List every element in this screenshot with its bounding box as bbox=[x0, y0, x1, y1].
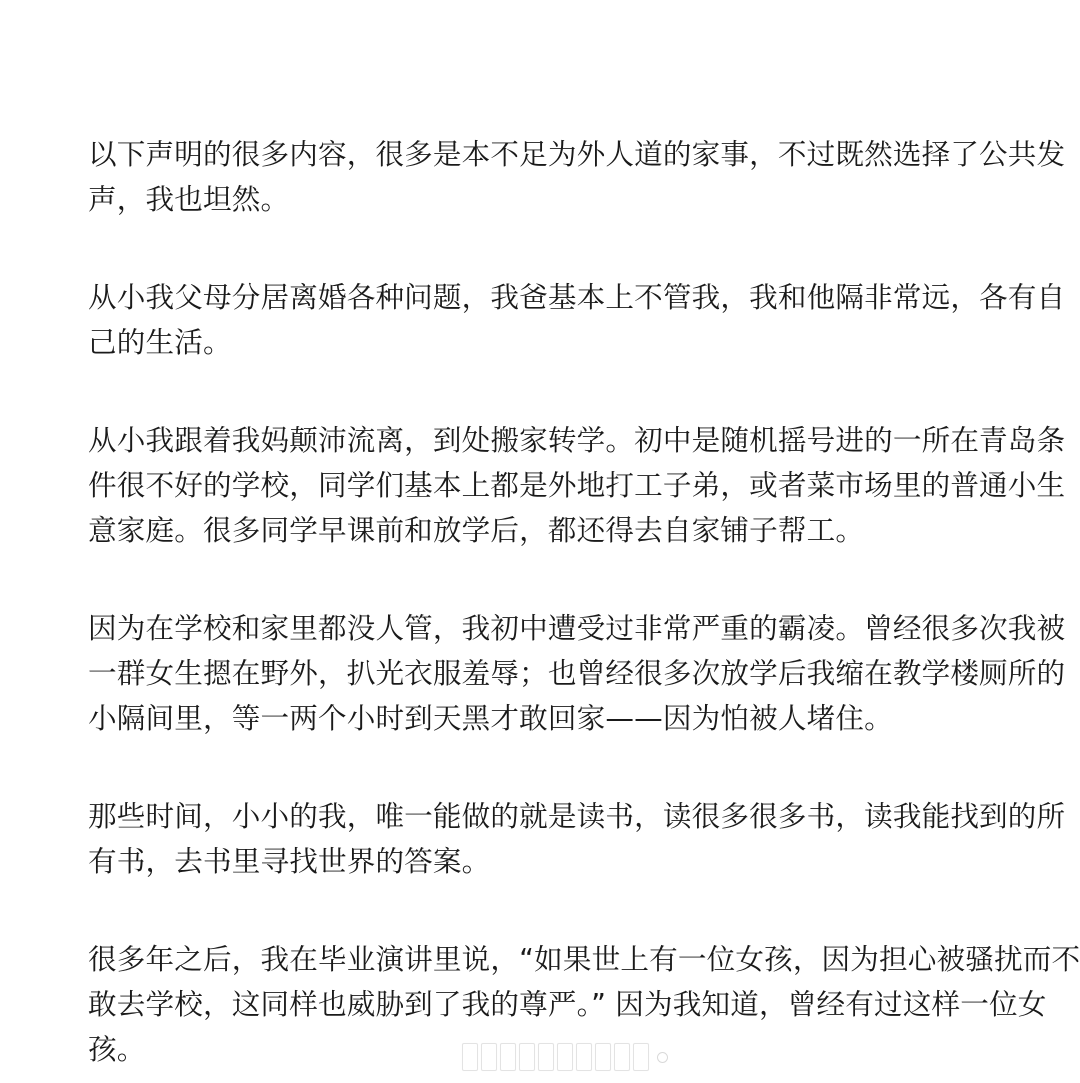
text-line: 小隔间里，等一两个小时到天黑才敢回家——因为怕被人堵住。 bbox=[88, 701, 893, 735]
watermark-bar bbox=[633, 1043, 649, 1071]
paragraph-parents bbox=[88, 275, 1066, 365]
text-line: 己的生活。 bbox=[88, 325, 232, 359]
paragraph-bullying bbox=[88, 606, 1066, 741]
watermark-bar bbox=[614, 1043, 630, 1071]
watermark-bar bbox=[500, 1043, 516, 1071]
text-line: 以下声明的很多内容，很多是本不足为外人道的家事，不过既然选择了公共发 bbox=[88, 137, 1066, 171]
text-line: 孩。 bbox=[88, 1032, 146, 1066]
watermark-bar bbox=[519, 1043, 535, 1071]
image-watermark-icon bbox=[462, 1042, 668, 1072]
watermark-bar bbox=[595, 1043, 611, 1071]
text-line: 从小我父母分居离婚各种问题，我爸基本上不管我，我和他隔非常远，各有自 bbox=[88, 280, 1066, 314]
text-line: 意家庭。很多同学早课前和放学后，都还得去自家铺子帮工。 bbox=[88, 513, 865, 547]
watermark-bar bbox=[538, 1043, 554, 1071]
statement-text bbox=[88, 132, 1080, 1072]
paragraph-school bbox=[88, 418, 1066, 553]
text-line: 从小我跟着我妈颠沛流离，到处搬家转学。初中是随机摇号进的一所在青岛条 bbox=[88, 423, 1066, 457]
text-line: 敢去学校，这同样也威胁到了我的尊严。” 因为我知道，曾经有过这样一位女 bbox=[88, 987, 1047, 1021]
paragraph-reading bbox=[88, 794, 1066, 884]
text-line: 声，我也坦然。 bbox=[88, 182, 290, 216]
paragraph-family-matters bbox=[88, 132, 1066, 222]
watermark-bar bbox=[481, 1043, 497, 1071]
text-line: 很多年之后，我在毕业演讲里说，“如果世上有一位女孩，因为担心被骚扰而不 bbox=[88, 942, 1080, 976]
watermark-bar bbox=[576, 1043, 592, 1071]
watermark-bar bbox=[557, 1043, 573, 1071]
text-line: 件很不好的学校，同学们基本上都是外地打工子弟，或者菜市场里的普通小生 bbox=[88, 468, 1066, 502]
watermark-bar bbox=[462, 1043, 478, 1071]
text-line: 一群女生摁在野外，扒光衣服羞辱；也曾经很多次放学后我缩在教学楼厕所的 bbox=[88, 656, 1066, 690]
text-line: 有书，去书里寻找世界的答案。 bbox=[88, 844, 491, 878]
text-line: 那些时间，小小的我，唯一能做的就是读书，读很多很多书，读我能找到的所 bbox=[88, 799, 1066, 833]
watermark-dot bbox=[657, 1052, 668, 1063]
text-line: 因为在学校和家里都没人管，我初中遭受过非常严重的霸凌。曾经很多次我被 bbox=[88, 611, 1066, 645]
